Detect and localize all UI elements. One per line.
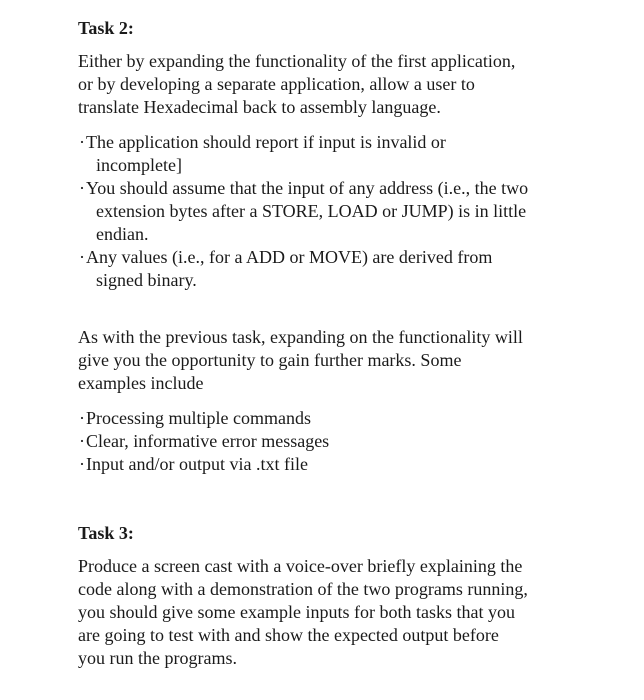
task3-body-line: you should give some example inputs for both tasks that you [78,602,515,622]
requirement-line: extension bytes after a STORE, LOAD or JUMP) is in little [96,201,527,221]
task3-body-line: you run the programs. [78,648,237,668]
example-item [78,407,578,430]
bullet-icon: · [79,431,85,451]
extension-line: As with the previous task, expanding on the functionality will [78,327,523,347]
task2-extension-paragraph [78,326,578,395]
bullet-icon: · [79,408,85,428]
requirement-item [78,177,578,246]
bullet-icon: · [79,454,85,474]
example-item [78,430,578,453]
task2-heading: Task 2: [78,18,134,38]
task2-intro [78,50,578,119]
requirement-line: The application should report if input is invalid or [86,132,446,152]
extension-line: give you the opportunity to gain further marks. Some [78,350,462,370]
task2-requirements-list [78,131,578,292]
task3-body-line: are going to test with and show the expected output before [78,625,499,645]
example-line: Processing multiple commands [86,408,311,428]
requirement-line: Any values (i.e., for a ADD or MOVE) are derived from [86,247,493,267]
example-line: Clear, informative error messages [86,431,330,451]
requirement-line: You should assume that the input of any address (i.e., the two [86,178,529,198]
bullet-icon: · [79,132,85,152]
task2-examples-list [78,407,578,476]
task3-heading: Task 3: [78,523,134,543]
requirement-item [78,246,578,292]
task2-intro-line: or by developing a separate application, allow a user to [78,74,475,94]
requirement-line: signed binary. [96,270,197,290]
extension-line: examples include [78,373,204,393]
task3-body-line: code along with a demonstration of the two programs running, [78,579,528,599]
requirement-line: endian. [96,224,149,244]
bullet-icon: · [79,178,85,198]
task2-intro-line: Either by expanding the functionality of the first application, [78,51,516,71]
bullet-icon: · [79,247,85,267]
task2-intro-line: translate Hexadecimal back to assembly language. [78,97,441,117]
task3-body [78,555,578,670]
task3-body-line: Produce a screen cast with a voice-over briefly explaining the [78,556,523,576]
example-item [78,453,578,476]
example-line: Input and/or output via .txt file [86,454,308,474]
requirement-line: incomplete] [96,155,182,175]
requirement-item [78,131,578,177]
